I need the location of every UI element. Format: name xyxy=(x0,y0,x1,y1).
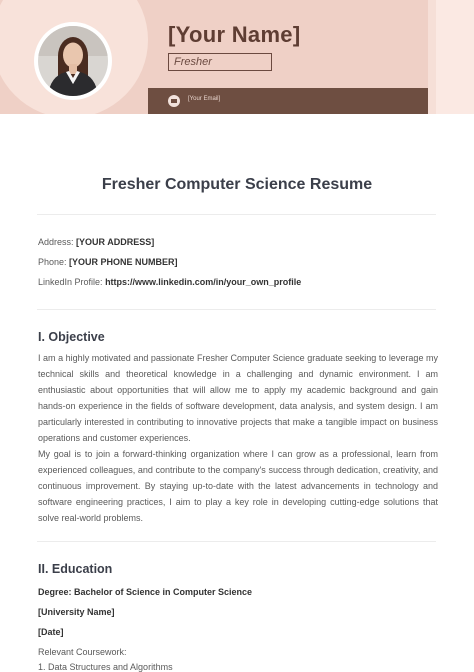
profile-photo-icon xyxy=(38,26,108,96)
header-decor-stripe xyxy=(428,0,436,114)
role-label: Fresher xyxy=(168,53,272,71)
document-title: Fresher Computer Science Resume xyxy=(101,176,373,193)
email-icon xyxy=(168,95,180,107)
divider xyxy=(37,541,436,542)
linkedin-value[interactable]: https://www.linkedin.com/in/your_own_profile xyxy=(105,277,302,287)
contact-address xyxy=(38,237,154,247)
divider xyxy=(37,309,436,310)
objective-paragraph-2: My goal is to join a forward-thinking organization where I can grow as a professional, learn from experienced colleagues, and contribute to the company's success through dedication, creativity, and continuous improvement. By staying up-to-date with the latest advancements in technology and software engineering practices, I aim to play a key role in developing cutting-edge solutions that solve real-world problems. xyxy=(38,449,438,523)
education-heading: II. Education xyxy=(38,562,113,576)
phone-label: Phone: xyxy=(38,257,67,267)
phone-value: [YOUR PHONE NUMBER] xyxy=(69,257,178,267)
email-bar xyxy=(148,88,428,114)
objective-heading: I. Objective xyxy=(38,330,105,344)
resume-header xyxy=(0,0,474,114)
contact-linkedin xyxy=(38,277,301,287)
avatar xyxy=(34,22,112,100)
education-degree: Degree: Bachelor of Science in Computer Science xyxy=(38,587,253,597)
objective-paragraph-1: I am a highly motivated and passionate Fresher Computer Science graduate seeking to leverage my technical skills and theoretical knowledge in a challenging and dynamic environment. I am enthusiastic about opportunities that will allow me to apply my academic background and gain hands-on experience in the fields of software development, data analysis, and system design. I am particularly interested in contributing to innovative projects that make a tangible impact on business operations and customer experiences. xyxy=(38,353,438,443)
coursework-item: 1. Data Structures and Algorithms xyxy=(38,662,173,672)
education-date: [Date] xyxy=(38,627,64,637)
header-decor-panel xyxy=(436,0,474,114)
divider xyxy=(37,214,436,215)
address-value: [YOUR ADDRESS] xyxy=(76,237,155,247)
coursework-label: Relevant Coursework: xyxy=(38,647,127,657)
email-text: [Your Email] xyxy=(188,96,221,102)
linkedin-label: LinkedIn Profile: xyxy=(38,277,103,287)
address-label: Address: xyxy=(38,237,74,247)
education-university: [University Name] xyxy=(38,607,115,617)
candidate-name: [Your Name] xyxy=(168,22,301,47)
contact-phone xyxy=(38,257,178,267)
